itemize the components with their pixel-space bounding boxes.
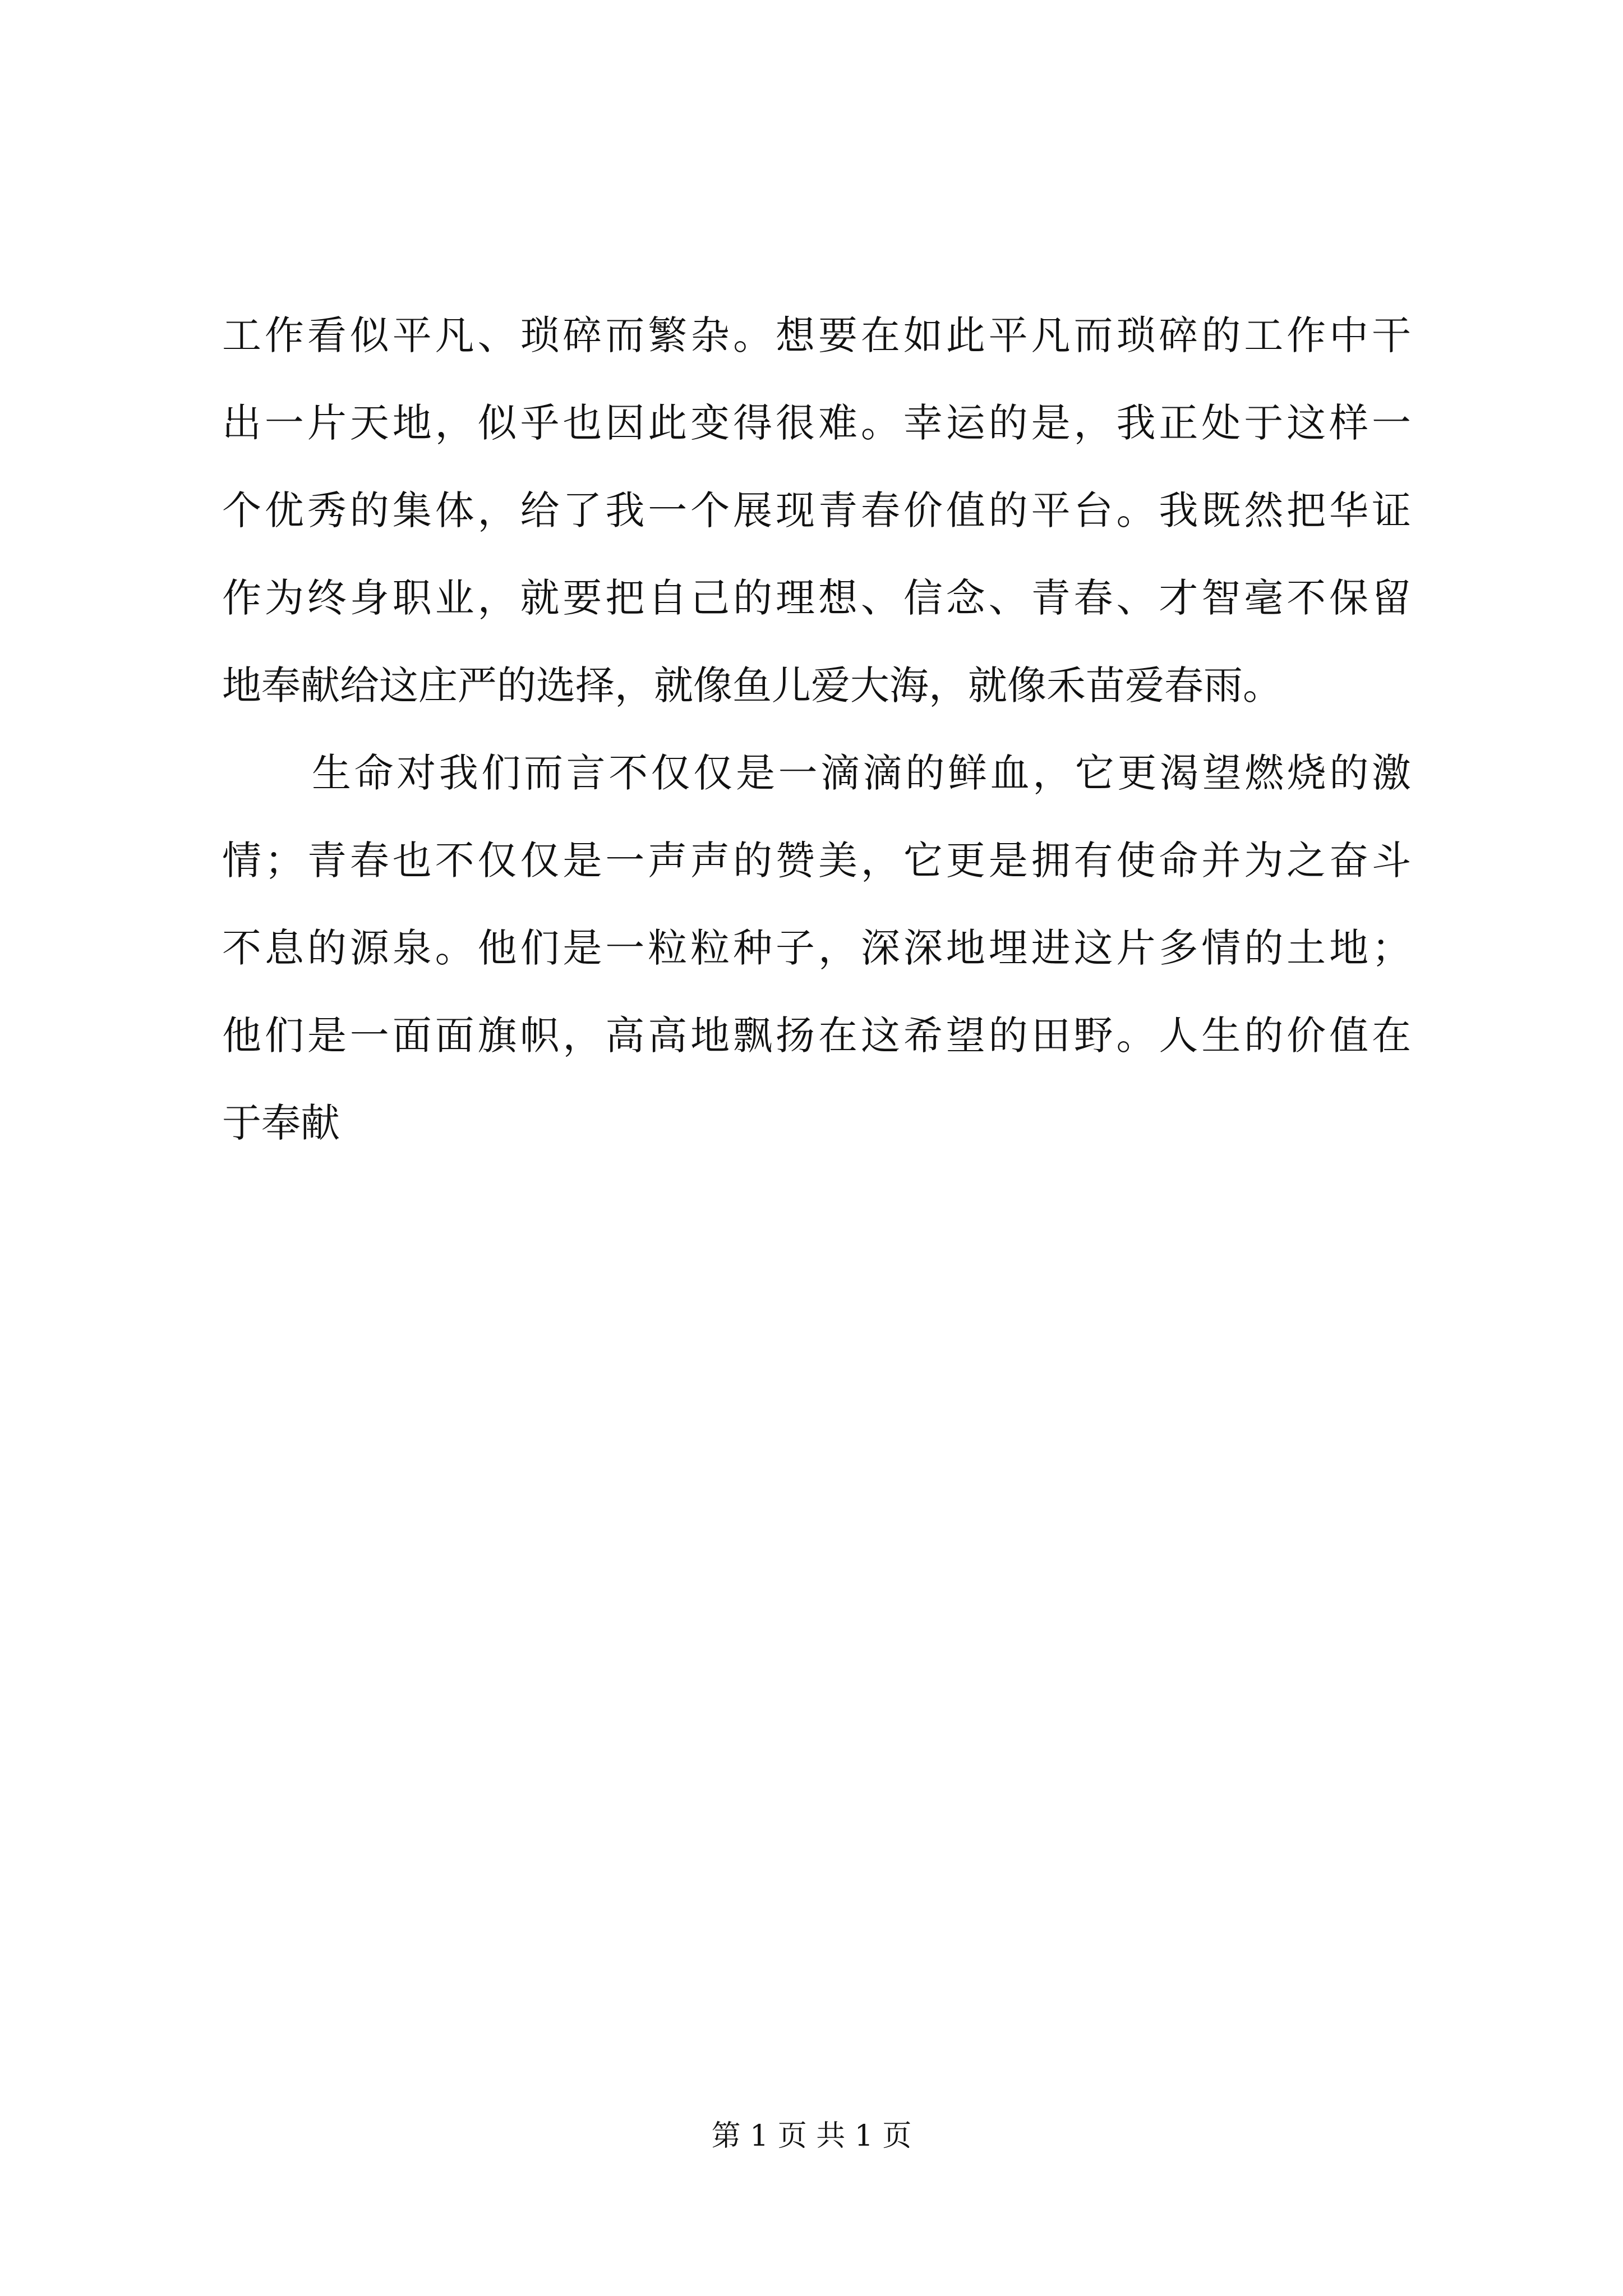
paragraph-line: 生命对我们而言不仅仅是一滴滴的鲜血，它更渴望燃烧的激 <box>312 750 1411 796</box>
paragraph-line: 他们是一面面旗帜，高高地飘扬在这希望的田野。人生的价值在 <box>222 1013 1411 1059</box>
paragraph-line: 出一片天地，似乎也因此变得很难。幸运的是，我正处于这样一 <box>222 400 1411 446</box>
paragraph-line: 情；青春也不仅仅是一声声的赞美，它更是拥有使命并为之奋斗 <box>222 838 1411 884</box>
page-number-footer: 第 1 页 共 1 页 <box>711 2119 912 2153</box>
paragraph-line: 个优秀的集体，给了我一个展现青春价值的平台。我既然把华证 <box>222 487 1411 533</box>
document-body <box>222 292 1411 1167</box>
paragraph-line: 作为终身职业，就要把自己的理想、信念、青春、才智毫不保留 <box>222 575 1411 621</box>
paragraph-line: 工作看似平凡、琐碎而繁杂。想要在如此平凡而琐碎的工作中干 <box>222 312 1411 358</box>
paragraph-2 <box>222 729 1411 1167</box>
paragraph-line: 于奉献 <box>222 1100 340 1146</box>
paragraph-line: 不息的源泉。他们是一粒粒种子，深深地埋进这片多情的土地； <box>222 925 1411 971</box>
paragraph-1 <box>222 292 1411 729</box>
paragraph-line: 地奉献给这庄严的选择，就像鱼儿爱大海，就像禾苗爱春雨。 <box>222 662 1282 708</box>
